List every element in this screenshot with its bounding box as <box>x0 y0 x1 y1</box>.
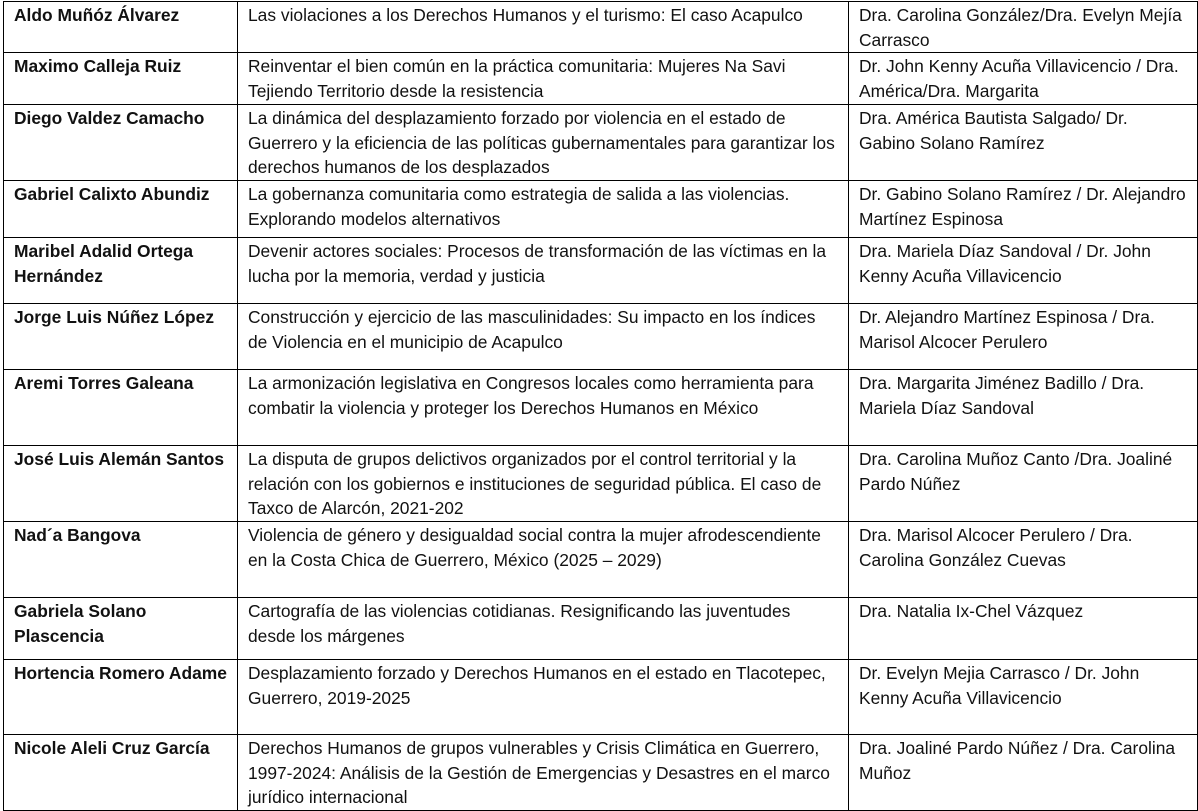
student-name-cell: Jorge Luis Núñez López <box>4 304 238 370</box>
student-name-cell: Nad´a Bangova <box>4 522 238 598</box>
advisors-cell: Dra. América Bautista Salgado/ Dr. Gabino Solano Ramírez <box>849 105 1198 181</box>
table-row <box>4 105 1198 181</box>
student-name-cell: Nicole Aleli Cruz García <box>4 735 238 811</box>
table-row <box>4 370 1198 446</box>
thesis-title-cell: Violencia de género y desigualdad social contra la mujer afrodescendiente en la Costa Chica de Guerrero, México (2025 – 2029) <box>238 522 849 598</box>
thesis-title-cell: Reinventar el bien común en la práctica comunitaria: Mujeres Na Savi Tejiendo Territorio desde la resistencia <box>238 53 849 105</box>
student-name-cell: Aremi Torres Galeana <box>4 370 238 446</box>
student-name-cell: Diego Valdez Camacho <box>4 105 238 181</box>
thesis-title-cell: La armonización legislativa en Congresos locales como herramienta para combatir la violencia y proteger los Derechos Humanos en México <box>238 370 849 446</box>
advisors-cell: Dra. Mariela Díaz Sandoval / Dr. John Kenny Acuña Villavicencio <box>849 238 1198 304</box>
student-name-cell: Gabriela Solano Plascencia <box>4 598 238 660</box>
student-name-cell: Maribel Adalid Ortega Hernández <box>4 238 238 304</box>
advisors-cell: Dr. Alejandro Martínez Espinosa / Dra. Marisol Alcocer Perulero <box>849 304 1198 370</box>
student-name-cell: Hortencia Romero Adame <box>4 660 238 735</box>
advisors-cell: Dr. Evelyn Mejia Carrasco / Dr. John Kenny Acuña Villavicencio <box>849 660 1198 735</box>
table-row <box>4 238 1198 304</box>
thesis-assignment-table <box>3 1 1198 811</box>
student-name-cell: Aldo Muñóz Álvarez <box>4 2 238 53</box>
student-name-cell: Gabriel Calixto Abundiz <box>4 181 238 238</box>
thesis-title-cell: Desplazamiento forzado y Derechos Humanos en el estado en Tlacotepec, Guerrero, 2019-2025 <box>238 660 849 735</box>
table-row <box>4 181 1198 238</box>
thesis-title-cell: La disputa de grupos delictivos organizados por el control territorial y la relación con los gobiernos e instituciones de seguridad pública. El caso de Taxco de Alarcón, 2021-202 <box>238 446 849 522</box>
advisors-cell: Dra. Margarita Jiménez Badillo / Dra. Mariela Díaz Sandoval <box>849 370 1198 446</box>
advisors-cell: Dra. Marisol Alcocer Perulero / Dra. Carolina González Cuevas <box>849 522 1198 598</box>
thesis-title-cell: La gobernanza comunitaria como estrategia de salida a las violencias. Explorando modelos alternativos <box>238 181 849 238</box>
thesis-title-cell: Construcción y ejercicio de las masculinidades: Su impacto en los índices de Violencia en el municipio de Acapulco <box>238 304 849 370</box>
thesis-title-cell: Cartografía de las violencias cotidianas. Resignificando las juventudes desde los márgenes <box>238 598 849 660</box>
table-row <box>4 446 1198 522</box>
advisors-cell: Dra. Joaliné Pardo Núñez / Dra. Carolina Muñoz <box>849 735 1198 811</box>
advisors-cell: Dr. John Kenny Acuña Villavicencio / Dra. América/Dra. Margarita <box>849 53 1198 105</box>
table-row <box>4 53 1198 105</box>
advisors-cell: Dra. Carolina González/Dra. Evelyn Mejía Carrasco <box>849 2 1198 53</box>
thesis-title-cell: La dinámica del desplazamiento forzado por violencia en el estado de Guerrero y la eficiencia de las políticas gubernamentales para garantizar los derechos humanos de los desplazados <box>238 105 849 181</box>
table-row <box>4 522 1198 598</box>
thesis-title-cell: Las violaciones a los Derechos Humanos y el turismo: El caso Acapulco <box>238 2 849 53</box>
student-name-cell: Maximo Calleja Ruiz <box>4 53 238 105</box>
table-row <box>4 660 1198 735</box>
advisors-cell: Dra. Natalia Ix-Chel Vázquez <box>849 598 1198 660</box>
table-row <box>4 598 1198 660</box>
thesis-title-cell: Devenir actores sociales: Procesos de transformación de las víctimas en la lucha por la memoria, verdad y justicia <box>238 238 849 304</box>
table-row <box>4 304 1198 370</box>
thesis-title-cell: Derechos Humanos de grupos vulnerables y Crisis Climática en Guerrero, 1997-2024: Análisis de la Gestión de Emergencias y Desastres en el marco jurídico internacional <box>238 735 849 811</box>
student-name-cell: José Luis Alemán Santos <box>4 446 238 522</box>
table-row <box>4 2 1198 53</box>
table-row <box>4 735 1198 811</box>
advisors-cell: Dra. Carolina Muñoz Canto /Dra. Joaliné Pardo Núñez <box>849 446 1198 522</box>
advisors-cell: Dr. Gabino Solano Ramírez / Dr. Alejandro Martínez Espinosa <box>849 181 1198 238</box>
